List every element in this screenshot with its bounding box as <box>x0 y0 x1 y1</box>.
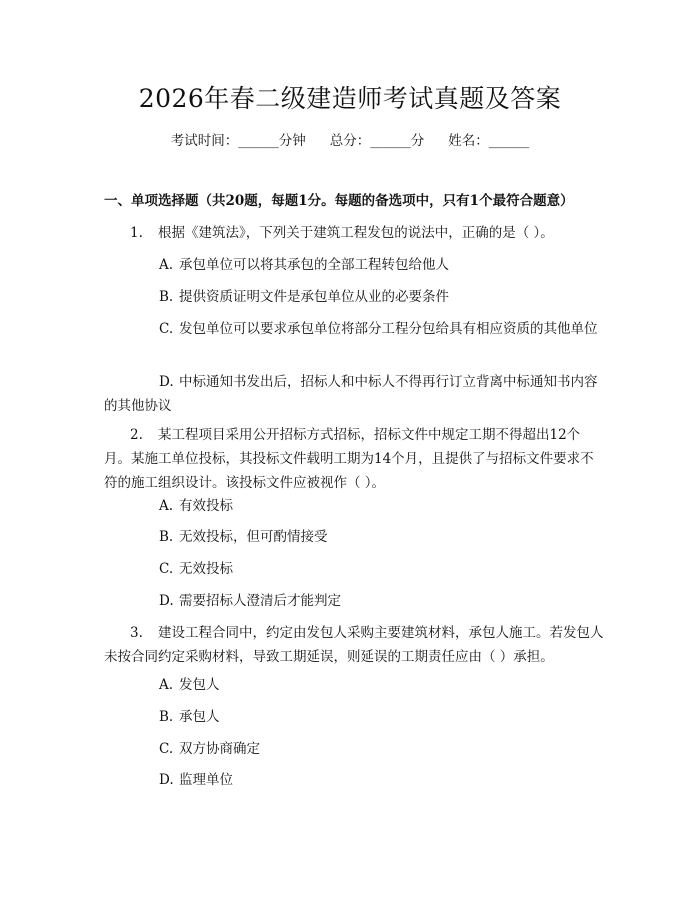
question-text: 根据《建筑法》，下列关于建筑工程发包的说法中，正确的是（ ）。 <box>158 225 554 241</box>
option-3a <box>104 673 604 697</box>
option-letter: C. <box>159 561 174 577</box>
option-letter: D. <box>159 374 174 390</box>
option-text: 承包人 <box>179 709 220 725</box>
option-letter: C. <box>159 321 174 337</box>
option-text: 无效投标，但可酌情接受 <box>179 529 328 545</box>
question-2 <box>104 423 604 495</box>
section-heading: 一、单项选择题（共20题，每题1分。每题的备选项中，只有1个最符合题意） <box>104 193 574 209</box>
exam-time-field: 考试时间：______分钟 <box>170 133 306 149</box>
option-letter: A. <box>159 257 174 273</box>
question-text: 某工程项目采用公开招标方式招标，招标文件中规定工期不得超出12个月。某施工单位投标，其投标文件载明工期为14个月，且提供了与招标文件要求不符的施工组织设计。该投标文件应被视作（ ）。 <box>104 427 594 491</box>
option-text: 监理单位 <box>179 772 233 788</box>
option-letter: B. <box>159 529 174 545</box>
option-text: 发包人 <box>179 677 220 693</box>
option-3d <box>104 768 604 792</box>
option-1a <box>104 253 604 277</box>
exam-meta <box>0 131 700 151</box>
option-letter: B. <box>159 709 174 725</box>
option-text: 发包单位可以要求承包单位将部分工程分包给具有相应资质的其他单位 <box>179 321 598 337</box>
option-letter: C. <box>159 741 174 757</box>
question-text: 建设工程合同中，约定由发包人采购主要建筑材料，承包人施工。若发包人未按合同约定采购材料，导致工期延误，则延误的工期责任应由（ ）承担。 <box>104 625 604 665</box>
option-letter: A. <box>159 498 174 514</box>
option-2c <box>104 557 604 581</box>
option-1c <box>104 317 604 341</box>
option-1b <box>104 285 604 309</box>
option-3c <box>104 737 604 761</box>
option-text: 有效投标 <box>179 498 233 514</box>
option-letter: B. <box>159 289 174 305</box>
option-2d <box>104 589 604 613</box>
question-number: 3. <box>130 625 143 641</box>
page-title: 2026年春二级建造师考试真题及答案 <box>138 84 562 113</box>
option-2a <box>104 494 604 518</box>
option-letter: A. <box>159 677 174 693</box>
option-1d <box>104 370 604 418</box>
question-1 <box>104 221 604 245</box>
name-field: 姓名：______ <box>448 133 530 149</box>
question-3 <box>104 621 604 669</box>
option-letter: D. <box>159 772 174 788</box>
option-text: 中标通知书发出后，招标人和中标人不得再行订立背离中标通知书内容的其他协议 <box>104 374 598 414</box>
question-number: 2. <box>130 427 143 443</box>
option-text: 需要招标人澄清后才能判定 <box>179 593 341 609</box>
option-text: 提供资质证明文件是承包单位从业的必要条件 <box>179 289 449 305</box>
question-number: 1. <box>130 225 143 241</box>
option-text: 承包单位可以将其承包的全部工程转包给他人 <box>179 257 449 273</box>
total-score-field: 总分：______分 <box>329 133 425 149</box>
option-text: 双方协商确定 <box>179 741 260 757</box>
option-letter: D. <box>159 593 174 609</box>
option-2b <box>104 525 604 549</box>
option-3b <box>104 705 604 729</box>
option-text: 无效投标 <box>179 561 233 577</box>
